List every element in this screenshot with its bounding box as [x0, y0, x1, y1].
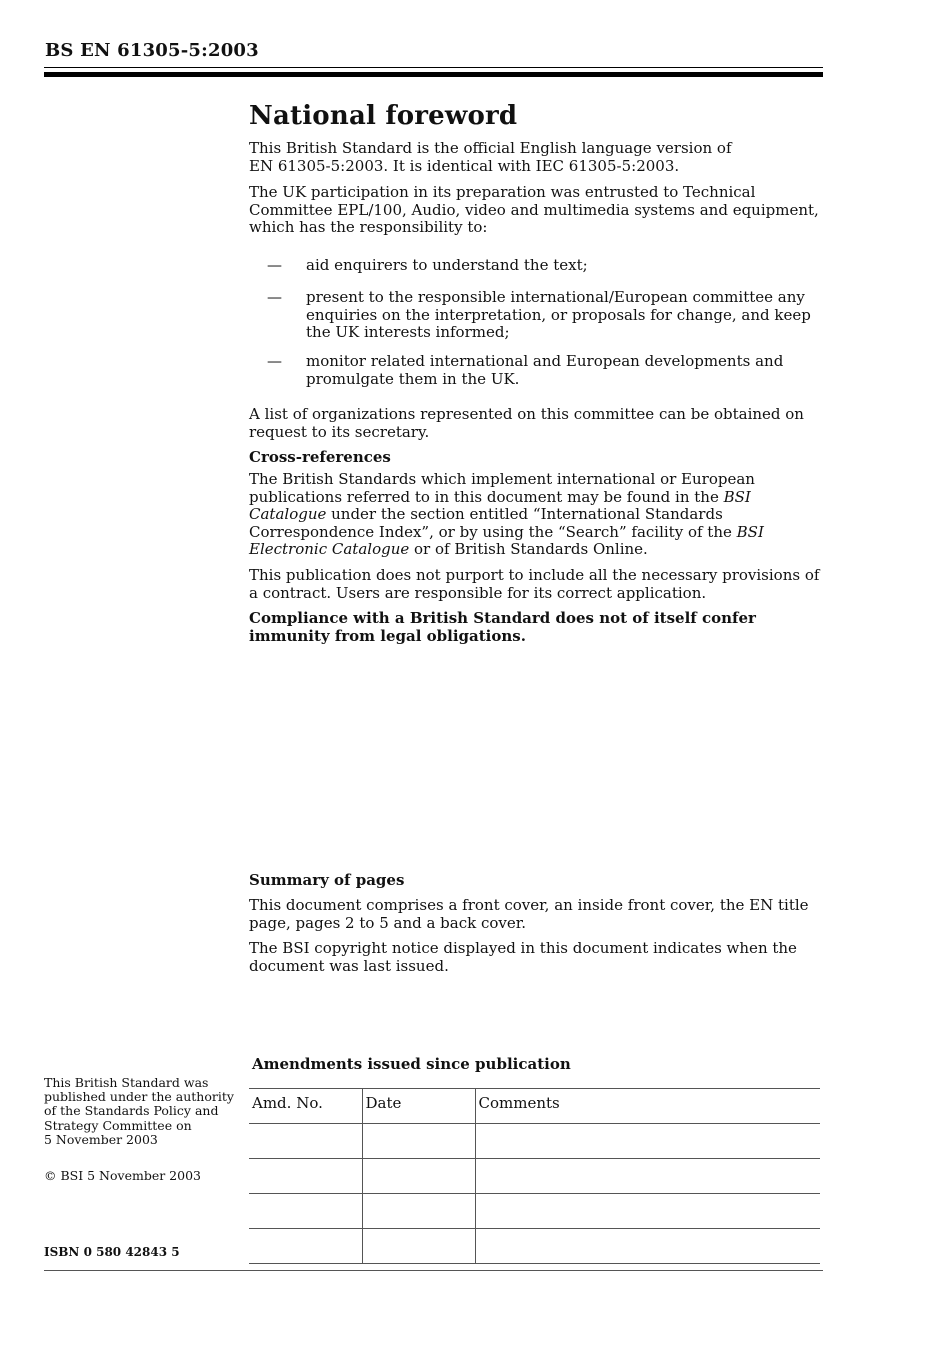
- publication-note-line: Strategy Committee on: [44, 1117, 192, 1133]
- organizations-paragraph: A list of organizations represented on this committee can be obtained on request to its secretary.: [249, 405, 804, 441]
- summary-heading: Summary of pages: [249, 871, 405, 889]
- column-header-date: Date: [362, 1089, 475, 1124]
- bsi-electronic-catalogue-title: BSI Electronic Catalogue: [249, 522, 764, 558]
- table-cell: [362, 1229, 475, 1264]
- table-cell: [249, 1124, 362, 1159]
- header-rule-thin: [44, 67, 823, 68]
- table-cell: [249, 1229, 362, 1264]
- table-cell: [249, 1194, 362, 1229]
- provisions-paragraph: This publication does not purport to include all the necessary provisions of a contract. Users are responsible for its correct application.: [249, 566, 820, 602]
- participation-paragraph: The UK participation in its preparation was entrusted to Technical Committee EPL/100, Audio, video and multimedia systems and equipment, which has the responsibility to:: [249, 183, 819, 236]
- table-row: [249, 1124, 820, 1159]
- amendments-table: [249, 1088, 820, 1264]
- cross-references-text-2: under the section entitled “International Standards Correspondence Index”, or by using the “Search” facility of the: [249, 505, 737, 541]
- table-row: [249, 1194, 820, 1229]
- intro-paragraph: [249, 140, 824, 175]
- table-cell: [249, 1159, 362, 1194]
- column-header-amd-no: Amd. No.: [249, 1089, 362, 1124]
- document-id: BS EN 61305-5:2003: [45, 40, 259, 61]
- table-row: [249, 1229, 820, 1264]
- header-rule-thick: [44, 72, 823, 77]
- summary-copyright-paragraph: The BSI copyright notice displayed in this document indicates when the document was last issued.: [249, 939, 797, 975]
- intro-line-1: This British Standard is the official English language version of: [249, 139, 732, 157]
- table-cell: [362, 1124, 475, 1159]
- intro-line-2: EN 61305-5:2003. It is identical with IEC 61305-5:2003.: [249, 156, 680, 175]
- isbn: ISBN 0 580 42843 5: [44, 1245, 180, 1259]
- table-row: [249, 1159, 820, 1194]
- cross-references-paragraph: [249, 471, 824, 559]
- compliance-statement: Compliance with a British Standard does not of itself confer immunity from legal obligations.: [249, 609, 756, 645]
- table-cell: [362, 1194, 475, 1229]
- copyright-note: © BSI 5 November 2003: [44, 1168, 201, 1183]
- list-dash: —: [267, 256, 282, 274]
- cross-references-text-1: The British Standards which implement international or European publications referred to in this document may be found in the: [249, 470, 755, 506]
- publication-authority-note: [44, 1076, 234, 1147]
- cross-references-text-3: or of British Standards Online.: [409, 540, 648, 558]
- amendments-header-row: [249, 1089, 820, 1124]
- amendments-caption: Amendments issued since publication: [252, 1055, 571, 1073]
- publication-note-line: of the Standards Policy and: [44, 1103, 219, 1119]
- list-dash: —: [267, 288, 282, 306]
- footer-rule: [44, 1270, 823, 1271]
- list-item-text: monitor related international and European developments and promulgate them in the UK.: [306, 352, 784, 388]
- column-header-comments: Comments: [475, 1089, 820, 1124]
- publication-note-line: 5 November 2003: [44, 1131, 158, 1147]
- summary-pages-paragraph: This document comprises a front cover, an inside front cover, the EN title page, pages 2 to 5 and a back cover.: [249, 896, 809, 932]
- publication-note-line: This British Standard was: [44, 1075, 209, 1090]
- table-cell: [475, 1194, 820, 1229]
- table-cell: [475, 1159, 820, 1194]
- table-cell: [475, 1124, 820, 1159]
- list-dash: —: [267, 352, 282, 370]
- page-title: National foreword: [249, 101, 518, 131]
- list-item-text: aid enquirers to understand the text;: [306, 256, 588, 274]
- list-item-text: present to the responsible international/European committee any enquiries on the interpretation, or proposals for change, and keep the UK interests informed;: [306, 288, 811, 341]
- table-cell: [475, 1229, 820, 1264]
- publication-note-line: published under the authority: [44, 1089, 234, 1105]
- cross-references-heading: Cross-references: [249, 448, 391, 466]
- table-cell: [362, 1159, 475, 1194]
- bsi-catalogue-title: BSI Catalogue: [249, 487, 751, 523]
